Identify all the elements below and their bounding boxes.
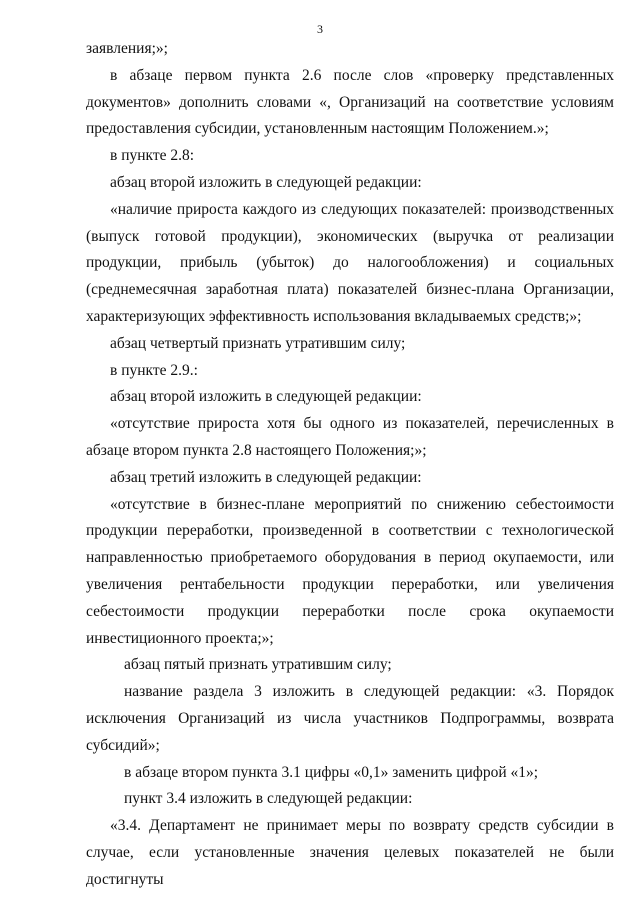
paragraph-item-3-4-instruction: пункт 3.4 изложить в следующей редакции: [124, 790, 413, 808]
document-body [86, 36, 614, 894]
paragraph-item-2-9-quote-third: «отсутствие в бизнес-плане мероприятий по снижению себестоимости продукции переработки, произведенной в соответствии с технологической направленностью приобретаемого оборудования в период окупаемости, или увеличения рентабельности продукции переработки, или увеличения себестоимости продукции переработки после срока окупаемости инвестиционного проекта;»; [86, 495, 614, 647]
paragraph-item-2-8-instruction: абзац второй изложить в следующей редакции: [110, 173, 422, 191]
paragraph-item-2-8-quote: «наличие прироста каждого из следующих показателей: производственных (выпуск готовой продукции), экономических (выручка от реализации продукции, прибыль (убыток) до налогообложения) и социальных (среднемесячная заработная плата) показателей бизнес-плана Организации, характеризующих эффективность использования вкладываемых средств;»; [86, 200, 614, 325]
paragraph-item-2-9-instruction-second: абзац второй изложить в следующей редакции: [110, 388, 422, 406]
paragraph-item-2-8-heading: в пункте 2.8: [110, 147, 195, 165]
page-number: 3 [317, 22, 323, 36]
paragraph-item-2-9-quote-second: «отсутствие прироста хотя бы одного из показателей, перечисленных в абзаце втором пункта 2.8 настоящего Положения;»; [86, 415, 614, 459]
paragraph-item-3-1-amendment: в абзаце втором пункта 3.1 цифры «0,1» заменить цифрой «1»; [124, 763, 539, 781]
paragraph-continuation: заявления;»; [86, 40, 168, 57]
paragraph-section-3-title: название раздела 3 изложить в следующей редакции: «3. Порядок исключения Организаций из числа участников Подпрограммы, возврата субсидий»; [86, 683, 614, 754]
paragraph-item-2-9-instruction-third: абзац третий изложить в следующей редакции: [110, 468, 422, 486]
paragraph-item-2-9-heading: в пункте 2.9.: [110, 361, 198, 379]
paragraph-item-2-8-repeal: абзац четвертый признать утратившим силу; [110, 334, 406, 352]
paragraph-item-3-4-quote: «3.4. Департамент не принимает меры по возврату средств субсидии в случае, если установленные значения целевых показателей не были достигнуты [86, 817, 614, 888]
paragraph-item-2-6-amendment: в абзаце первом пункта 2.6 после слов «проверку представленных документов» дополнить словами «, Организаций на соответствие условиям предоставления субсидии, установленным настоящим Положением.»; [86, 66, 614, 138]
paragraph-item-2-9-repeal: абзац пятый признать утратившим силу; [124, 656, 392, 674]
